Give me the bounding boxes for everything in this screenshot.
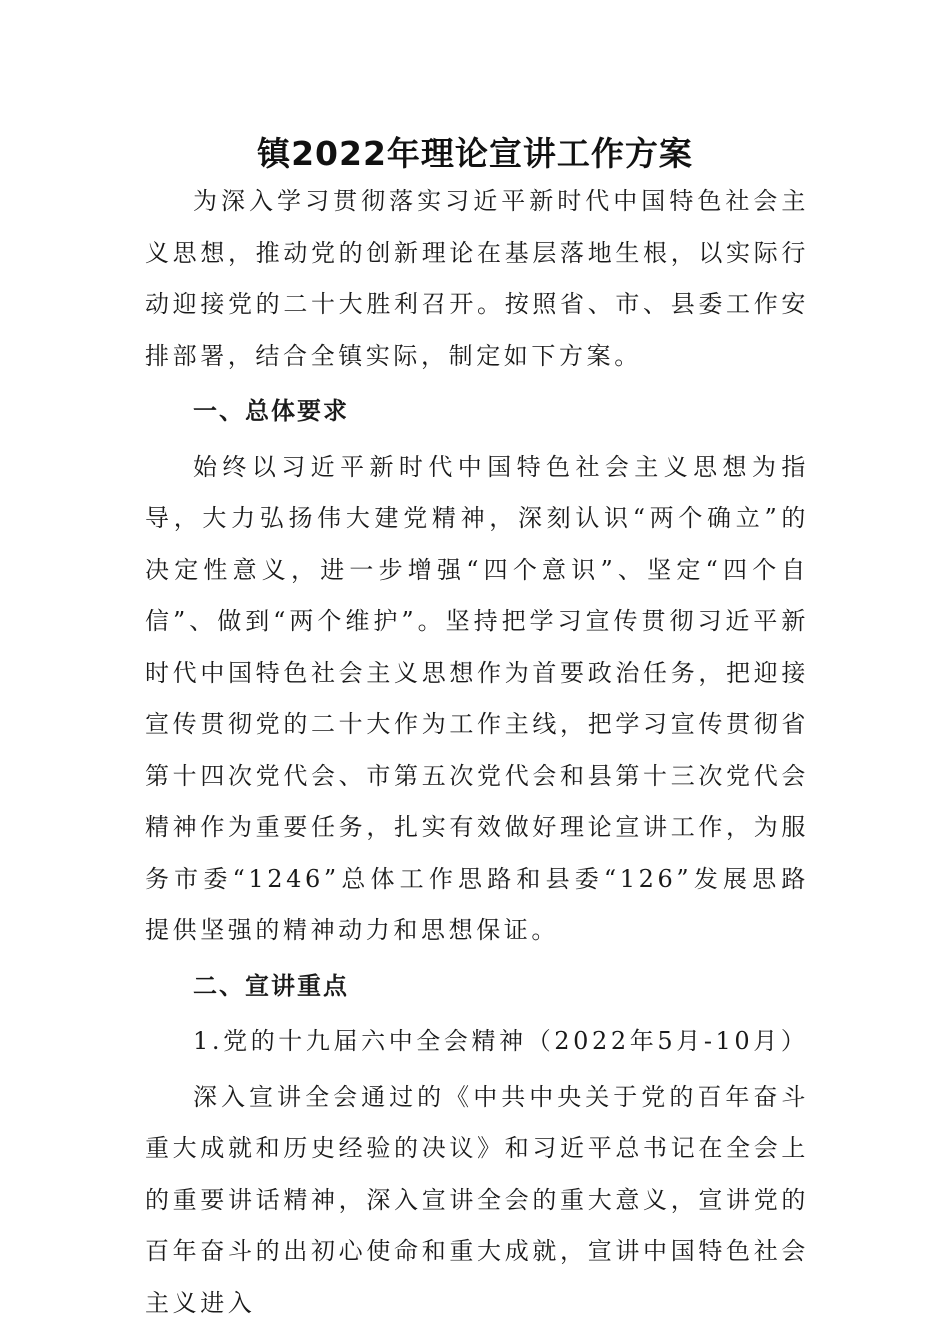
section-2-item-1-title: 1.党的十九届六中全会精神（2022年5月-10月） [193,1027,809,1055]
section-2-heading: 二、宣讲重点 [193,971,349,1000]
intro-paragraph: 为深入学习贯彻落实习近平新时代中国特色社会主义思想，推动党的创新理论在基层落地生根，以实际行动迎接党的二十大胜利召开。按照省、市、县委工作安排部署，结合全镇实际，制定如下方案。 [145,187,809,370]
document-body [145,176,809,1329]
document-title: 镇2022年理论宣讲工作方案 [257,134,693,173]
section-1-heading: 一、总体要求 [193,397,349,425]
section-1-paragraph: 始终以习近平新时代中国特色社会主义思想为指导，大力弘扬伟大建党精神，深刻认识“两个确立”的决定性意义，进一步增强“四个意识”、坚定“四个自信”、做到“两个维护”。坚持把学习宣传贯彻习近平新时代中国特色社会主义思想作为首要政治任务，把迎接宣传贯彻党的二十大作为工作主线，把学习宣传贯彻省第十四次党代会、市第五次党代会和县第十三次党代会精神作为重要任务，扎实有效做好理论宣讲工作，为服务市委“1246”总体工作思路和县委“126”发展思路提供坚强的精神动力和思想保证。 [145,452,809,944]
section-2-item-1-paragraph: 深入宣讲全会通过的《中共中央关于党的百年奋斗重大成就和历史经验的决议》和习近平总书记在全会上的重要讲话精神，深入宣讲全会的重大意义，宣讲党的百年奋斗的出初心使命和重大成就，宣讲中国特色社会主义进入 [145,1082,809,1317]
